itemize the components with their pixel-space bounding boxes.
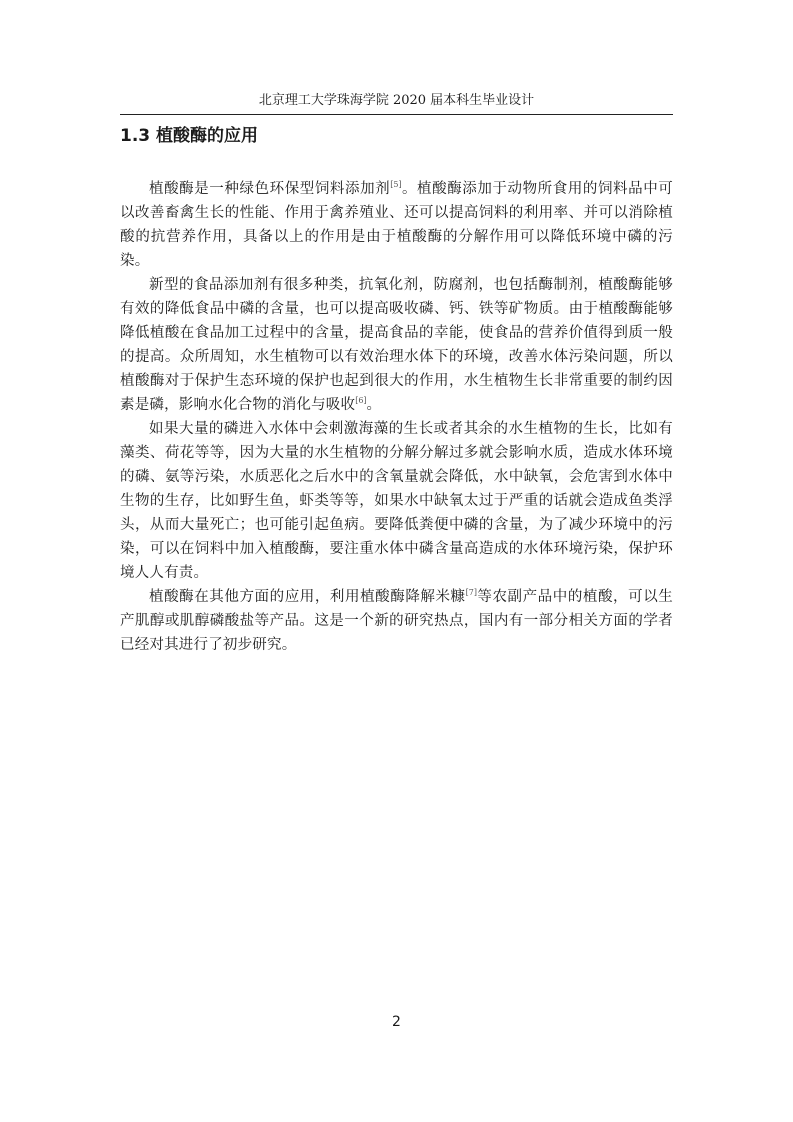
- running-header: 北京理工大学珠海学院 2020 届本科生毕业设计: [258, 93, 535, 108]
- paragraph-text: 。植酸酶添加于动物所食用的饲料品中可以改善畜禽生长的性能、作用于禽养殖业、还可以提高饲料的利用率、并可以消除植酸的抗营养作用，具备以上的作用是由于植酸酶的分解作用可以降低环境中磷的污染。: [120, 181, 673, 269]
- section-body: [120, 177, 673, 657]
- paragraph-text: 。: [366, 397, 382, 413]
- paragraph: [120, 417, 673, 585]
- paragraph: [120, 273, 673, 417]
- header-divider: [120, 114, 673, 115]
- citation-marker: [5]: [390, 180, 402, 190]
- page-number: 2: [392, 1014, 401, 1030]
- section-title: 1.3 植酸酶的应用: [120, 126, 259, 146]
- paragraph: [120, 585, 673, 657]
- paragraph-text: 植酸酶是一种绿色环保型饲料添加剂: [149, 181, 391, 197]
- paragraph-text: 如果大量的磷进入水体中会刺激海藻的生长或者其余的水生植物的生长，比如有藻类、荷花等等，因为大量的水生植物的分解分解过多就会影响水质，造成水体环境的磷、氨等污染，水质恶化之后水中的含氧量就会降低，水中缺氧，会危害到水体中生物的生存，比如野生鱼，虾类等等，如果水中缺氧太过于严重的话就会造成鱼类浮头，从而大量死亡；也可能引起鱼病。要降低粪便中磷的含量，为了减少环境中的污染，可以在饲料中加入植酸酶，要注重水体中磷含量高造成的水体环境污染，保护环境人人有责。: [120, 421, 673, 581]
- citation-marker: [7]: [465, 588, 477, 598]
- paragraph-text: 等农副产品中的植酸，可以生产肌醇或肌醇磷酸盐等产品。这是一个新的研究热点，国内有一部分相关方面的学者已经对其进行了初步研究。: [120, 589, 673, 653]
- paragraph-text: 新型的食品添加剂有很多种类，抗氧化剂，防腐剂，也包括酶制剂，植酸酶能够有效的降低食品中磷的含量，也可以提高吸收磷、钙、铁等矿物质。由于植酸酶能够降低植酸在食品加工过程中的含量，提高食品的幸能，使食品的营养价值得到质一般的提高。众所周知，水生植物可以有效治理水体下的环境，改善水体污染问题，所以植酸酶对于保护生态环境的保护也起到很大的作用，水生植物生长非常重要的制约因素是磷，影响水化合物的消化与吸收: [120, 277, 673, 413]
- citation-marker: [6]: [355, 396, 367, 406]
- paragraph-text: 植酸酶在其他方面的应用，利用植酸酶降解米糠: [149, 589, 466, 605]
- paragraph: [120, 177, 673, 273]
